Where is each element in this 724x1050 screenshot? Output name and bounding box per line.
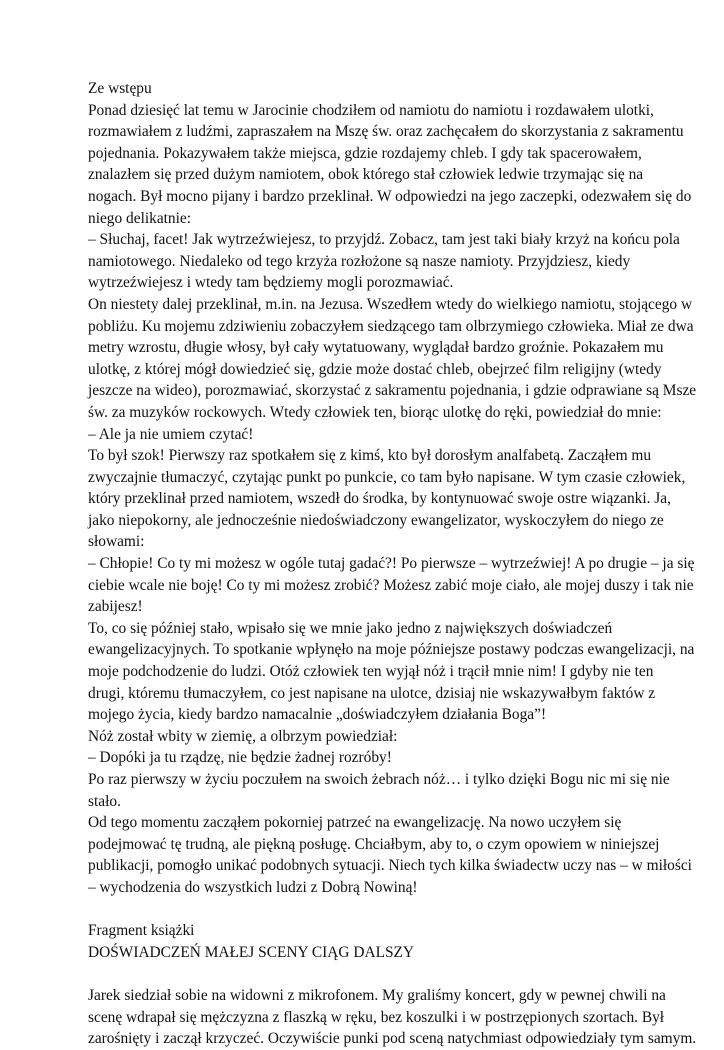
section-spacer xyxy=(88,963,640,985)
text-line: – Ale ja nie umiem czytać! xyxy=(88,425,254,443)
text-line: niego delikatnie: xyxy=(88,209,192,227)
text-line: stało. xyxy=(88,792,121,810)
text-line: zwyczajnie tłumaczyć, czytając punkt po punkcie, co tam było napisane. W tym czasie człowiek, xyxy=(88,468,686,486)
text-line: pojednania. Pokazywałem także miejsca, gdzie rozdajemy chleb. I gdy tak spacerowałem, xyxy=(88,144,642,162)
text-line: ciebie wcale nie boję! Co ty mi możesz zrobić? Możesz zabić moje ciało, ale mojej duszy i tak nie xyxy=(88,576,694,594)
text-line: zarośnięty i zaczął krzyczeć. Oczywiście punki pod sceną natychmiast odpowiedziały tym samym. xyxy=(88,1030,697,1048)
text-line: jako niepokorny, ale jednocześnie niedoświadczony ewangelizator, wyskoczyłem do niego ze xyxy=(88,511,664,529)
text-line: moje podchodzenie do ludzi. Otóż człowiek ten wyjął nóż i trącił mnie nim! I gdyby nie ten xyxy=(88,663,654,681)
text-line: podejmować tę trudną, ale piękną posługę. Chciałbym, aby to, o czym opowiem w niniejszej xyxy=(88,835,660,853)
text-line: publikacji, pomogło unikać podobnych sytuacji. Niech tych kilka świadectw uczy nas – w miłości xyxy=(88,857,692,875)
text-line: ulotkę, z której mógł dowiedzieć się, gdzie może dostać chleb, obejrzeć film religijny (wtedy xyxy=(88,360,662,378)
fragment-label: Fragment książki xyxy=(88,922,195,940)
text-line: rozmawiałem z ludźmi, zapraszałem na Mszę św. oraz zachęcałem do skorzystania z sakramentu xyxy=(88,123,684,141)
text-line: mojego życia, kiedy bardzo namacalnie „doświadczyłem działania Boga”! xyxy=(88,706,547,724)
fragment-title: DOŚWIADCZEŃ MAŁEJ SCENY CIĄG DALSZY xyxy=(88,943,415,961)
text-line: namiotowego. Niedaleko od tego krzyża rozłożone są nasze namioty. Przyjdziesz, kiedy xyxy=(88,252,631,270)
document-page xyxy=(88,78,697,1050)
text-line: – wychodzenia do wszystkich ludzi z Dobrą Nowiną! xyxy=(88,878,418,896)
text-line: On niestety dalej przeklinał, m.in. na Jezusa. Wszedłem wtedy do wielkiego namiotu, stojącego w xyxy=(88,295,693,313)
intro-body xyxy=(88,100,697,899)
section-spacer xyxy=(88,899,640,921)
text-line: zabijesz! xyxy=(88,598,143,616)
text-line: Jarek siedział sobie na widowni z mikrofonem. My graliśmy koncert, gdy w pewnej chwili na xyxy=(88,986,666,1004)
text-line: – Dopóki ja tu rządzę, nie będzie żadnej rozróby! xyxy=(88,749,392,767)
text-line: ewangelizacyjnych. To spotkanie wpłynęło na moje późniejsze postawy podczas ewangelizacji, na xyxy=(88,641,695,659)
text-line: Ponad dziesięć lat temu w Jarocinie chodziłem od namiotu do namiotu i rozdawałem ulotki, xyxy=(88,101,654,119)
text-line: słowami: xyxy=(88,533,145,551)
text-line: pobliżu. Ku mojemu zdziwieniu zobaczyłem siedzącego tam olbrzymiego człowieka. Miał ze dwa xyxy=(88,317,694,335)
text-line: Od tego momentu zacząłem pokorniej patrzeć na ewangelizację. Na nowo uczyłem się xyxy=(88,814,622,832)
intro-heading: Ze wstępu xyxy=(88,80,152,97)
text-line: znalazłem się przed dużym namiotem, obok którego stał człowiek ledwie trzymając się na xyxy=(88,166,644,184)
text-line: który przeklinał przed namiotem, wszedł do środka, by kontynuować swoje ostre wiązanki. Ja, xyxy=(88,490,671,508)
text-line: drugi, któremu tłumaczyłem, co jest napisane na ulotce, dzisiaj nie wskazywałbym faktów z xyxy=(88,684,656,702)
text-line: To był szok! Pierwszy raz spotkałem się z kimś, kto był dorosłym analfabetą. Zacząłem mu xyxy=(88,447,652,465)
text-line: – Słuchaj, facet! Jak wytrzeźwiejesz, to przyjdź. Zobacz, tam jest taki biały krzyż na końcu pola xyxy=(88,231,680,249)
text-line: scenę wdrapał się mężczyzna z flaszką w ręku, bez koszulki i w postrzępionych szortach. Był xyxy=(88,1008,665,1026)
fragment-body xyxy=(88,985,697,1050)
text-line: jeszcze na wideo), porozmawiać, skorzystać z sakramentu pojednania, i gdzie odprawiane są Msze xyxy=(88,382,697,400)
text-line: Po raz pierwszy w życiu poczułem na swoich żebrach nóż… i tylko dzięki Bogu nic mi się nie xyxy=(88,771,670,788)
text-line: – Chłopie! Co ty mi możesz w ogóle tutaj gadać?! Po pierwsze – wytrzeźwiej! A po drugie – ja się xyxy=(88,555,695,573)
text-line: św. za muzyków rockowych. Wtedy człowiek ten, biorąc ulotkę do ręki, powiedział do mnie: xyxy=(88,403,662,421)
text-line: wytrzeźwiejesz i wtedy tam będziemy mogli porozmawiać. xyxy=(88,274,454,292)
text-line: metry wzrostu, długie włosy, był cały wytatuowany, wyglądał bardzo groźnie. Pokazałem mu xyxy=(88,339,664,357)
text-line: To, co się później stało, wpisało się we mnie jako jedno z największych doświadczeń xyxy=(88,619,613,637)
text-line: Nóż został wbity w ziemię, a olbrzym powiedział: xyxy=(88,727,398,745)
text-line: nogach. Był mocno pijany i bardzo przeklinał. W odpowiedzi na jego zaczepki, odezwałem się do xyxy=(88,187,692,205)
